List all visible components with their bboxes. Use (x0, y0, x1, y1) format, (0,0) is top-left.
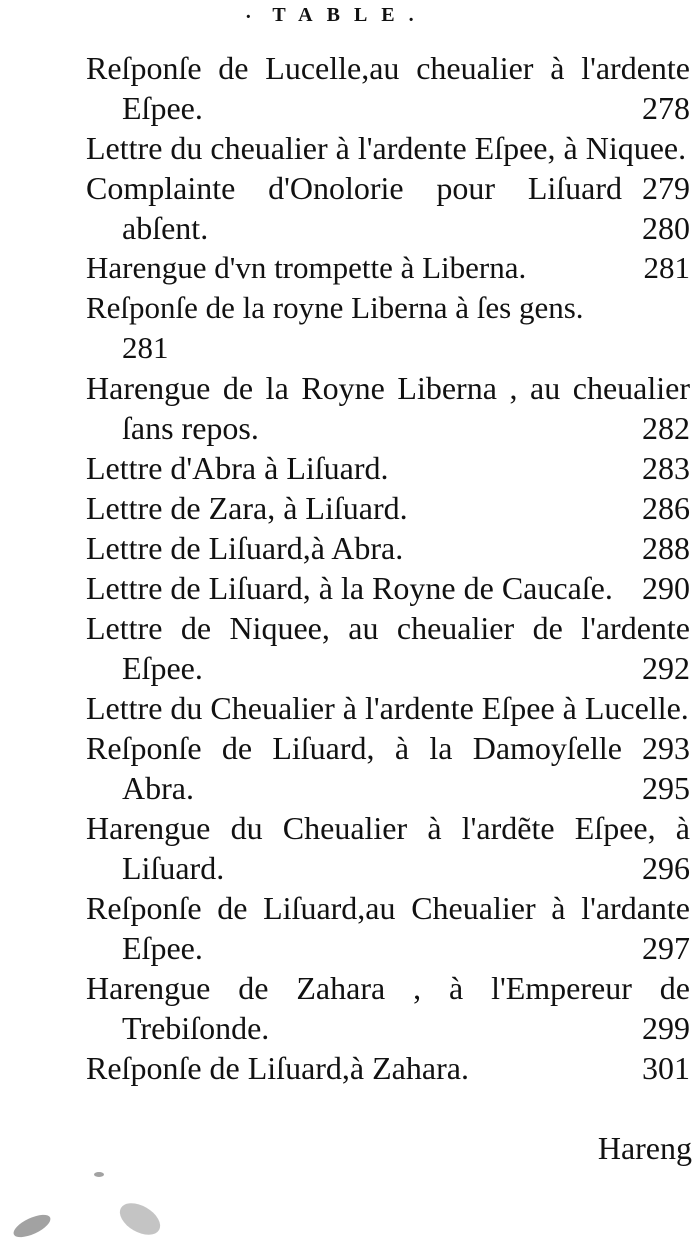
toc-entry (86, 48, 690, 128)
toc-entry (86, 808, 690, 888)
toc-entry (86, 1048, 690, 1088)
toc-entry-title: Lettre de Liſuard, à la Royne de Caucaſe. (86, 570, 613, 606)
toc-entry-title: Harengue du Cheualier à l'ardẽte Eſpee, à Liſuard. (86, 810, 690, 886)
toc-entry-page: 292 (642, 650, 690, 686)
toc-entry-title: Harengue d'vn trompette à Liberna. (86, 250, 527, 285)
toc-entry-page: 299 (642, 1010, 690, 1046)
toc-entry-page: 280 (642, 210, 690, 246)
toc-entry-page: 301 (642, 1050, 690, 1086)
toc-entry-title: Reſponſe de Lucelle,au cheualier à l'ardente Eſpee. (86, 50, 690, 126)
toc-entry-title: Lettre de Niquee, au cheualier de l'ardente Eſpee. (86, 610, 690, 686)
toc-entry-page: 286 (642, 490, 690, 526)
toc-entry-page: 278 (642, 90, 690, 126)
toc-entry-title: Lettre d'Abra à Liſuard. (86, 450, 389, 486)
toc-entry-page: 282 (642, 410, 690, 446)
toc-entry-page: 279 (642, 170, 690, 206)
toc-entry-title: Reſponſe de la royne Liberna à ſes gens. (86, 290, 584, 325)
toc-entry (86, 728, 690, 808)
toc-entry (86, 568, 690, 608)
header-ornament: · (245, 6, 252, 28)
toc-entry (86, 528, 690, 568)
toc-entry-title: Reſponſe de Liſuard,à Zahara. (86, 1050, 469, 1086)
toc-entry-page: 296 (642, 850, 690, 886)
ink-smudge (94, 1172, 104, 1177)
toc-entry-title: Reſponſe de Liſuard, à la Damoyſelle Abra. (86, 730, 622, 806)
toc-entry (86, 608, 690, 688)
catchword: Hareng (597, 1130, 692, 1166)
toc-entry (86, 248, 690, 288)
toc-entry-title: Harengue de la Royne Liberna , au cheualier ſans repos. (86, 370, 690, 446)
toc-entry-page: 290 (642, 570, 690, 606)
toc-entry-page: 288 (642, 530, 690, 566)
toc-entry (86, 168, 690, 248)
toc-entry-page: 281 (122, 330, 169, 365)
toc-entry (86, 888, 690, 968)
toc-entry (86, 448, 690, 488)
ink-smudge (114, 1197, 165, 1242)
toc-entry (86, 368, 690, 448)
toc-entry-page: 295 (642, 770, 690, 806)
toc-entry (86, 128, 690, 206)
toc-entry (86, 488, 690, 528)
table-of-contents (86, 48, 690, 1088)
toc-entry-title: Reſponſe de Liſuard,au Cheualier à l'ardante Eſpee. (86, 890, 690, 966)
toc-entry-title: Complainte d'Onolorie pour Liſuard abſent. (86, 170, 622, 246)
toc-entry-page: 293 (642, 730, 690, 766)
toc-entry-title: Lettre de Liſuard,à Abra. (86, 530, 404, 566)
toc-entry (86, 688, 690, 766)
toc-entry-title: Lettre du Cheualier à l'ardente Eſpee à Lucelle. (86, 690, 689, 726)
toc-entry-title: Harengue de Zahara , à l'Empereur de Trebiſonde. (86, 970, 690, 1046)
toc-entry (86, 288, 690, 368)
toc-entry-page: 283 (642, 450, 690, 486)
toc-entry (86, 968, 690, 1048)
toc-entry-page: 297 (642, 930, 690, 966)
toc-entry-title: Lettre de Zara, à Liſuard. (86, 490, 408, 526)
running-header (0, 4, 700, 27)
toc-entry-page: 281 (643, 250, 690, 285)
header-title: TABLE. (272, 4, 428, 26)
toc-entry-title: Lettre du cheualier à l'ardente Eſpee, à Niquee. (86, 130, 687, 166)
ink-smudge (10, 1210, 53, 1241)
